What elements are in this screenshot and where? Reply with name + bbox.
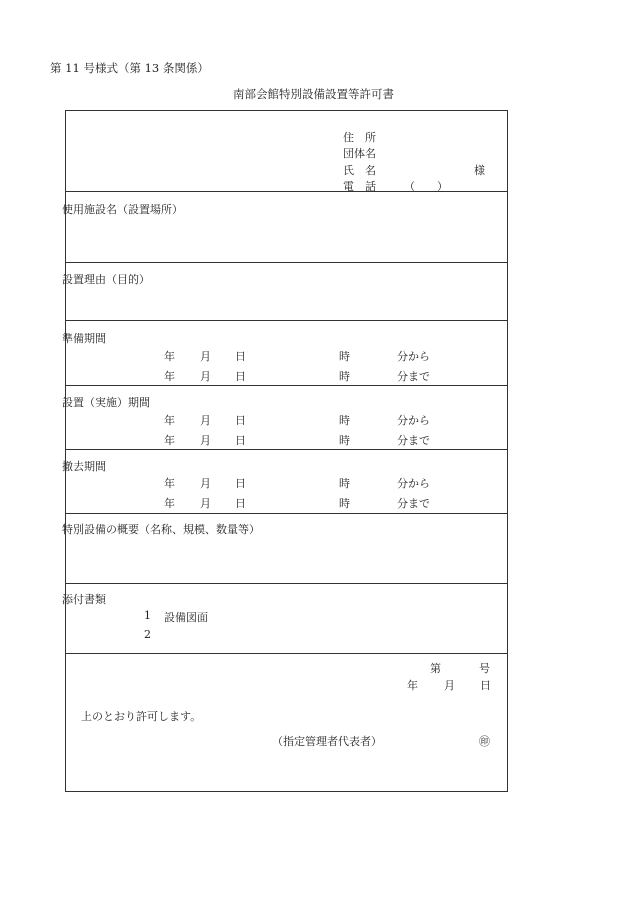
permit-number-dai: 第 (430, 662, 441, 675)
install-end-hour: 時 (339, 434, 350, 447)
prep-end-minute: 分まで (397, 370, 430, 383)
install-end-year: 年 (164, 434, 175, 447)
seal-mark: ㊞ (479, 735, 490, 748)
removal-start-day: 日 (235, 477, 246, 490)
prep-end-year: 年 (164, 370, 175, 383)
phone-parentheses: （ ） (404, 180, 448, 193)
approval-day: 日 (480, 679, 491, 692)
form-table (62, 110, 508, 792)
install-start-day: 日 (235, 414, 246, 427)
prep-start-hour: 時 (339, 350, 350, 363)
install-start-minute: 分から (397, 414, 430, 427)
attachments-label: 添付書類 (62, 593, 106, 606)
removal-start-minute: 分から (397, 477, 430, 490)
removal-start-year: 年 (164, 477, 175, 490)
removal-end-day: 日 (235, 497, 246, 510)
removal-end-month: 月 (200, 497, 211, 510)
removal-end-minute: 分まで (397, 497, 430, 510)
divider-line (66, 583, 507, 584)
address-label: 住 所 (343, 131, 376, 144)
group-name-label: 団体名 (343, 147, 376, 160)
form-title: 南部会館特別設備設置等許可書 (233, 87, 394, 101)
installation-period-label: 設置（実施）期間 (62, 396, 150, 409)
approval-statement: 上のとおり許可します。 (81, 710, 202, 723)
install-start-year: 年 (164, 414, 175, 427)
honorific-sama: 様 (474, 164, 485, 177)
removal-start-hour: 時 (339, 477, 350, 490)
removal-start-month: 月 (200, 477, 211, 490)
prep-start-year: 年 (164, 350, 175, 363)
divider-line (66, 262, 507, 263)
install-end-minute: 分まで (397, 434, 430, 447)
install-start-month: 月 (200, 414, 211, 427)
divider-line (66, 653, 507, 654)
attachment-item-1: 設備図面 (164, 611, 208, 624)
prep-end-hour: 時 (339, 370, 350, 383)
designated-manager-label: （指定管理者代表者） (272, 735, 382, 748)
approval-year: 年 (407, 679, 418, 692)
divider-line (66, 385, 507, 386)
divider-line (66, 449, 507, 450)
prep-start-month: 月 (200, 350, 211, 363)
prep-end-day: 日 (235, 370, 246, 383)
preparation-period-label: 準備期間 (62, 332, 106, 345)
attachment-number-1: 1 (144, 609, 151, 622)
install-start-hour: 時 (339, 414, 350, 427)
install-end-month: 月 (200, 434, 211, 447)
phone-label: 電 話 (343, 180, 376, 193)
prep-start-day: 日 (235, 350, 246, 363)
divider-line (66, 320, 507, 321)
form-number: 第 11 号様式（第 13 条関係） (50, 61, 209, 75)
divider-line (66, 513, 507, 514)
prep-end-month: 月 (200, 370, 211, 383)
attachment-number-2: 2 (144, 628, 151, 641)
install-end-day: 日 (235, 434, 246, 447)
divider-line (66, 191, 507, 192)
approval-month: 月 (444, 679, 455, 692)
facility-name-label: 使用施設名（設置場所） (62, 203, 183, 216)
equipment-overview-label: 特別設備の概要（名称、規模、数量等） (62, 523, 260, 536)
removal-end-year: 年 (164, 497, 175, 510)
prep-start-minute: 分から (397, 350, 430, 363)
permit-number-go: 号 (479, 662, 490, 675)
removal-period-label: 撤去期間 (62, 460, 106, 473)
removal-end-hour: 時 (339, 497, 350, 510)
installation-reason-label: 設置理由（目的） (62, 273, 150, 286)
name-label: 氏 名 (343, 164, 376, 177)
